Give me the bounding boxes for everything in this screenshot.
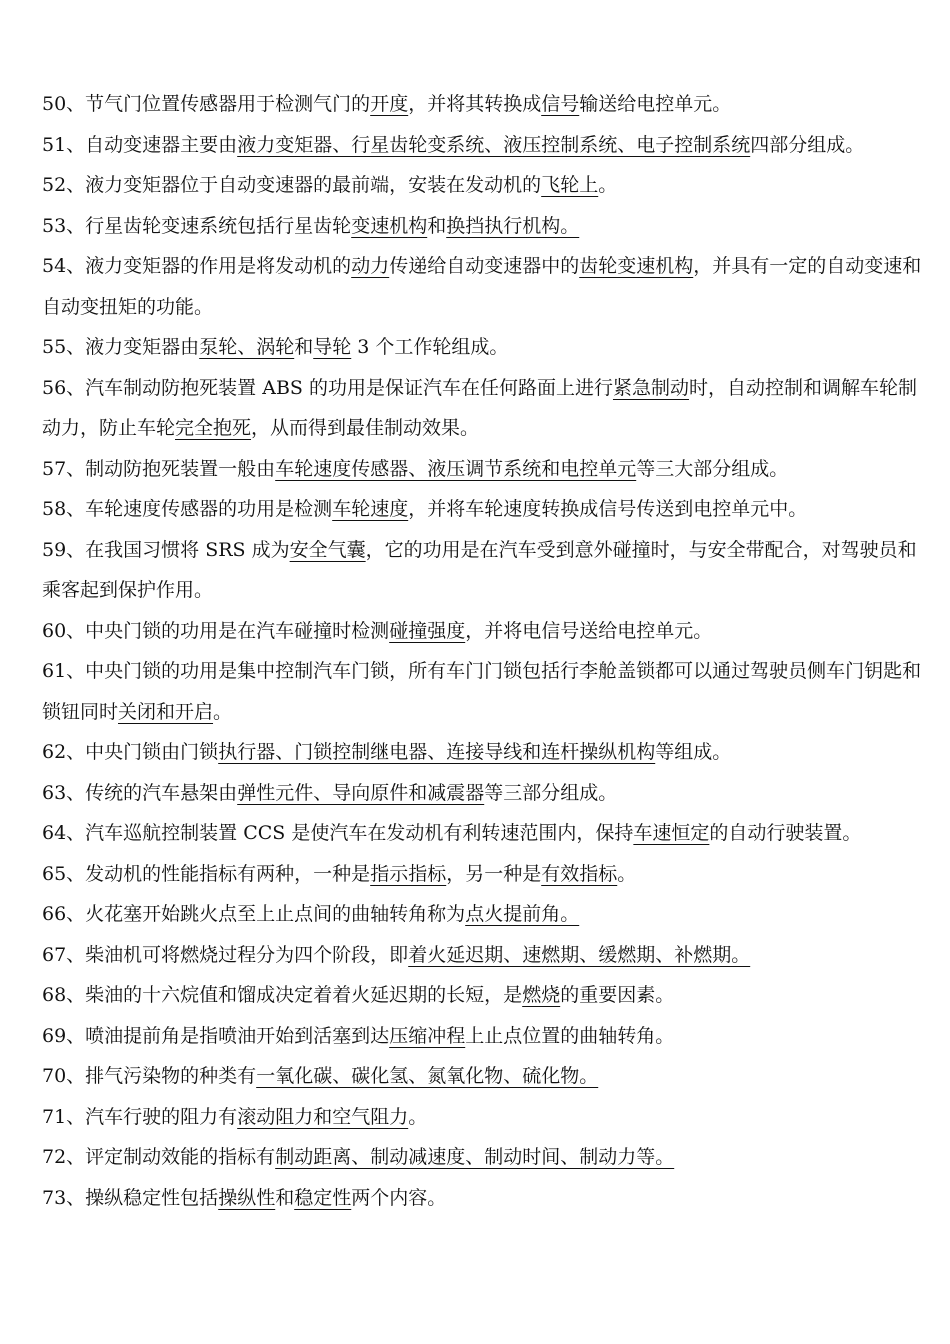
- item-text: ，另一种是: [446, 862, 542, 885]
- item-text: 55、液力变矩器由: [42, 336, 200, 358]
- underlined-answer: 开度: [370, 93, 409, 115]
- list-item: [42, 611, 924, 652]
- item-text: 66、火花塞开始跳火点至上止点间的曲轴转角称为: [42, 903, 466, 925]
- item-text: ，并将车轮速度转换成信号传送到电控单元中。: [408, 498, 808, 520]
- list-item: [42, 1178, 924, 1219]
- item-text: 63、传统的汽车悬架由: [42, 781, 238, 804]
- underlined-answer: 指示指标: [370, 862, 447, 885]
- item-text: 61、中央门锁的功用是集中控制汽车门锁，所有车门门锁包括行李舱盖锁都可以通过驾驶员侧车门钥匙和锁钮同时: [42, 660, 922, 723]
- list-item: [42, 206, 924, 247]
- underlined-answer: 紧急制动: [612, 376, 689, 399]
- list-item: [42, 935, 924, 976]
- item-text: 传递给自动变速器中的: [389, 255, 580, 277]
- item-text: 。: [617, 862, 637, 885]
- item-text: 69、喷油提前角是指喷油开始到活塞到达: [42, 1024, 390, 1047]
- list-item: [42, 165, 924, 206]
- underlined-answer: 点火提前角。: [465, 903, 580, 925]
- list-item: [42, 1097, 924, 1138]
- item-text: 62、中央门锁由门锁: [42, 741, 219, 763]
- underlined-answer: 液力变矩器、行星齿轮变系统、液压控制系统、电子控制系统: [237, 133, 751, 156]
- item-text: 59、在我国习惯将 SRS 成为: [42, 538, 290, 561]
- item-text: 50、节气门位置传感器用于检测气门的: [42, 93, 371, 115]
- item-text: 3 个工作轮组成。: [351, 336, 509, 358]
- item-text: ，它的功用是在汽车受到意外碰撞时，与安全带配合，对驾驶员和乘客起到保护作用。: [42, 538, 917, 601]
- item-text: 。: [598, 174, 618, 196]
- underlined-answer: 滚动阻力和空气阻力: [237, 1105, 409, 1128]
- underlined-answer: 导轮: [313, 336, 352, 358]
- list-item: [42, 368, 924, 449]
- underlined-answer: 关闭和开启: [118, 700, 214, 723]
- item-text: 58、车轮速度传感器的功用是检测: [42, 498, 333, 520]
- item-text: 67、柴油机可将燃烧过程分为四个阶段，即: [42, 943, 409, 966]
- underlined-answer: 齿轮变速机构: [579, 255, 694, 277]
- list-item: [42, 489, 924, 530]
- list-item: [42, 651, 924, 732]
- item-text: 等三大部分组成。: [636, 457, 789, 480]
- list-item: [42, 854, 924, 895]
- underlined-answer: 弹性元件、导向原件和减震器: [237, 781, 485, 804]
- item-text: 56、汽车制动防抱死装置 ABS 的功用是保证汽车在任何路面上进行: [42, 376, 613, 399]
- list-item: [42, 1016, 924, 1057]
- item-text: 65、发动机的性能指标有两种，一种是: [42, 862, 371, 885]
- underlined-answer: 泵轮、涡轮: [199, 336, 295, 358]
- underlined-answer: 碰撞强度: [389, 619, 466, 642]
- list-item: [42, 813, 924, 854]
- item-text: 73、操纵稳定性包括: [42, 1186, 219, 1209]
- underlined-answer: 操纵性: [218, 1186, 276, 1209]
- list-item: [42, 975, 924, 1016]
- item-text: 等三部分组成。: [484, 781, 618, 804]
- item-text: 51、自动变速器主要由: [42, 133, 238, 156]
- underlined-answer: 动力: [351, 255, 390, 277]
- list-item: [42, 125, 924, 166]
- list-item: [42, 894, 924, 935]
- list-item: [42, 1137, 924, 1178]
- list-item: [42, 1056, 924, 1097]
- underlined-answer: 车速恒定: [633, 822, 710, 844]
- underlined-answer: 一氧化碳、碳化氢、氮氧化物、硫化物。: [256, 1065, 599, 1087]
- item-text: 和: [427, 214, 447, 237]
- item-text: 四部分组成。: [750, 133, 865, 156]
- list-item: [42, 449, 924, 490]
- underlined-answer: 飞轮上: [541, 174, 599, 196]
- underlined-answer: 车轮速度传感器、液压调节系统和电控单元: [275, 457, 637, 480]
- item-text: 52、液力变矩器位于自动变速器的最前端，安装在发动机的: [42, 174, 542, 196]
- list-item: [42, 732, 924, 773]
- list-item: [42, 84, 924, 125]
- item-text: ，并将其转换成: [408, 93, 542, 115]
- item-text: 57、制动防抱死装置一般由: [42, 457, 276, 480]
- underlined-answer: 换挡执行机构。: [446, 214, 580, 237]
- item-text: 72、评定制动效能的指标有: [42, 1146, 276, 1168]
- underlined-answer: 完全抱死: [175, 417, 252, 439]
- underlined-answer: 着火延迟期、速燃期、缓燃期、补燃期。: [408, 943, 751, 966]
- item-text: 68、柴油的十六烷值和馏成决定着着火延迟期的长短，是: [42, 984, 523, 1006]
- underlined-answer: 稳定性: [294, 1186, 352, 1209]
- item-text: 64、汽车巡航控制装置 CCS 是使汽车在发动机有利转速范围内，保持: [42, 822, 634, 844]
- underlined-answer: 变速机构: [351, 214, 428, 237]
- item-text: ，从而得到最佳制动效果。: [251, 417, 480, 439]
- underlined-answer: 信号: [541, 93, 580, 115]
- item-text: 的重要因素。: [560, 984, 675, 1006]
- item-text: 两个内容。: [351, 1186, 447, 1209]
- item-text: 输送给电控单元。: [579, 93, 732, 115]
- item-text: 上止点位置的曲轴转角。: [465, 1024, 675, 1047]
- underlined-answer: 燃烧: [522, 984, 561, 1006]
- list-item: [42, 246, 924, 327]
- underlined-answer: 车轮速度: [332, 498, 409, 520]
- underlined-answer: 执行器、门锁控制继电器、连接导线和连杆操纵机构: [218, 741, 656, 763]
- list-item: [42, 773, 924, 814]
- underlined-answer: 有效指标: [541, 862, 618, 885]
- underlined-answer: 制动距离、制动减速度、制动时间、制动力等。: [275, 1146, 675, 1168]
- question-list: [42, 84, 924, 1218]
- underlined-answer: 安全气囊: [289, 538, 366, 561]
- item-text: 70、排气污染物的种类有: [42, 1065, 257, 1087]
- item-text: 53、行星齿轮变速系统包括行星齿轮: [42, 214, 352, 237]
- underlined-answer: 压缩冲程: [389, 1024, 466, 1047]
- item-text: 。: [408, 1105, 428, 1128]
- item-text: 和: [275, 1186, 295, 1209]
- item-text: 等组成。: [655, 741, 732, 763]
- item-text: 60、中央门锁的功用是在汽车碰撞时检测: [42, 619, 390, 642]
- item-text: 71、汽车行驶的阻力有: [42, 1105, 238, 1128]
- item-text: 和: [294, 336, 314, 358]
- item-text: ，并将电信号送给电控单元。: [465, 619, 713, 642]
- list-item: [42, 327, 924, 368]
- item-text: 。: [213, 700, 233, 723]
- item-text: ，并具有一定的自动变速和自动变扭矩的功能。: [42, 255, 922, 318]
- list-item: [42, 530, 924, 611]
- item-text: 54、液力变矩器的作用是将发动机的: [42, 255, 352, 277]
- item-text: 的自动行驶装置。: [709, 822, 862, 844]
- item-text: 时，自动控制和调解车轮制动力，防止车轮: [42, 376, 917, 439]
